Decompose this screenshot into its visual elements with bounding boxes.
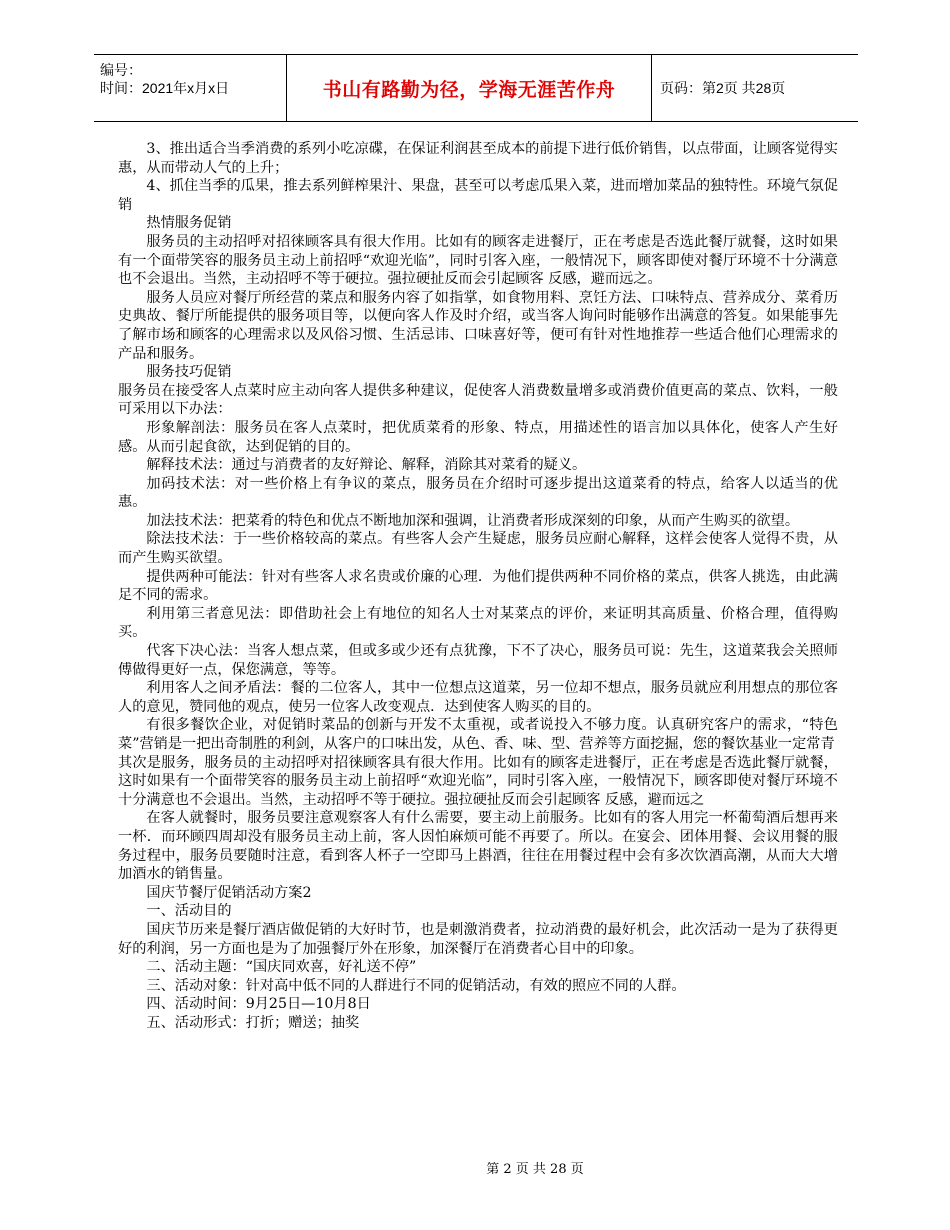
section-heading: 服务技巧促销 [146,364,232,381]
header-page-info-cell [660,55,785,121]
header-motto: 书山有路勤为径，学海无涯苦作舟 [322,78,616,101]
paragraph: 在客人就餐时，服务员要注意观察客人有什么需要，要主动上前服务。比如有的客人用完一杯葡萄酒后想再来一杯．而环顾四周却没有服务员主动上前，客人因怕麻烦可能不再要了。所以。在宴会、团体用餐、会议用餐的服务过程中，服务员要随时注意，看到客人杯子一空即马上斟酒，往往在用餐过程中会有多次饮酒高潮，从而大大增加酒水的销售量。 [118,810,838,883]
paragraph: 有很多餐饮企业，对促销时菜品的创新与开发不太重视，或者说投入不够力度。认真研究客户的需求，“特色菜”营销是一把出奇制胜的利剑，从客户的口味出发，从色、香、味、型、营养等方面挖掘，您的餐饮基业一定常青 [118,717,838,752]
paragraph: 提供两种可能法：针对有些客人求名贵或价廉的心理．为他们提供两种不同价格的菜点，供客人挑选，由此满足不同的需求。 [118,568,838,604]
paragraph: 国庆节历来是餐厅酒店做促销的大好时节，也是刺激消费者，拉动消费的最好机会，此次活动一是为了获得更好的利润，另一方面也是为了加强餐厅外在形象，加深餐厅在消费者心目中的印象。 [118,921,838,957]
document-body [118,140,838,1033]
paragraph: 解释技术法：通过与消费者的友好辩论、解释，消除其对菜肴的疑义。 [146,457,587,474]
header-meta [100,61,229,97]
paragraph: 加法技术法：把菜肴的特色和优点不断地加深和强调，让消费者形成深刻的印象，从而产生购买的欲望。 [146,512,800,529]
page-header [94,54,858,122]
paragraph: 服务员在接受客人点菜时应主动向客人提供多种建议，促使客人消费数量增多或消费价值更高的菜点、饮料，一般可采用以下办法： [118,382,838,418]
document-number-label: 编号： [100,62,142,78]
document-time: 时间：2021年x月x日 [100,80,230,96]
paragraph: 3、推出适合当季消费的系列小吃凉碟，在保证利润甚至成本的前提下进行低价销售，以点带面，让顾客觉得实惠，从而带动人气的上升； [118,141,838,176]
paragraph: 服务员的主动招呼对招徕顾客具有很大作用。比如有的顾客走进餐厅，正在考虑是否选此餐厅就餐，这时如果有一个面带笑容的服务员主动上前招呼“欢迎光临”，同时引客入座，一般情况下，顾客即使对餐厅环境不十分满意也不会退出。当然，主动招呼不等于硬拉。强拉硬扯反而会引起顾客 反感，避而远之。 [118,233,838,288]
page-footer [0,1158,950,1177]
footer-page-number: 第 2 页 共 28 页 [486,1162,584,1177]
paragraph: 三、活动对象：针对高中低不同的人群进行不同的促销活动，有效的照应不同的人群。 [146,977,686,994]
section-heading: 一、活动目的 [146,903,232,920]
header-motto-cell [286,55,652,121]
paragraph: 五、活动形式：打折；赠送；抽奖 [146,1014,360,1031]
paragraph: 二、活动主题：“国庆同欢喜，好礼送不停” [146,959,417,976]
paragraph: 其次是服务，服务员的主动招呼对招徕顾客具有很大作用。比如有的顾客走进餐厅，正在考虑是否选此餐厅就餐，这时如果有一个面带笑容的服务员主动上前招呼“欢迎光临”，同时引客入座，一般情况下，顾客即使对餐厅环境不十分满意也不会退出。当然，主动招呼不等于硬拉。强拉硬扯反而会引起顾客 反感，避而远之 [118,754,838,808]
paragraph: 形象解剖法：服务员在客人点菜时，把优质菜肴的形象、特点，用描述性的语言加以具体化，使客人产生好感。从而引起食欲，达到促销的目的。 [118,419,838,455]
paragraph: 4、抓住当季的瓜果，推去系列鲜榨果汁、果盘，甚至可以考虑瓜果入菜，进而增加菜品的独特性。环境气氛促销 [118,178,838,213]
paragraph: 四、活动时间：9月25日—10月8日 [146,996,371,1013]
paragraph: 服务人员应对餐厅所经营的菜点和服务内容了如指掌，如食物用料、烹饪方法、口味特点、营养成分、菜肴历史典故、餐厅所能提供的服务项目等，以便向客人作及时介绍，或当客人询问时能够作出满意的答复。如果能事先了解市场和顾客的心理需求以及风俗习惯、生活忌讳、口味喜好等，便可有针对性地推荐一些适合他们心理需求的产品和服务。 [118,289,838,362]
paragraph: 除法技术法：于一些价格较高的菜点。有些客人会产生疑虑，服务员应耐心解释，这样会使客人觉得不贵，从而产生购买欲望。 [118,531,838,567]
paragraph: 加码技术法：对一些价格上有争议的菜点，服务员在介绍时可逐步提出这道菜肴的特点，给客人以适当的优惠。 [118,475,838,511]
paragraph: 利用客人之间矛盾法：餐的二位客人，其中一位想点这道菜，另一位却不想点，服务员就应利用想点的那位客人的意见，赞同他的观点，使另一位客人改变观点．达到使客人购买的目的。 [118,680,838,715]
section-heading: 国庆节餐厅促销活动方案2 [146,884,312,901]
paragraph: 利用第三者意见法：即借助社会上有地位的知名人士对某菜点的评价，来证明其高质量、价格合理，值得购买。 [118,605,838,641]
header-page-info: 页码：第2页 共28页 [660,80,786,96]
section-heading: 热情服务促销 [146,215,232,232]
paragraph: 代客下决心法：当客人想点菜，但或多或少还有点犹豫，下不了决心，服务员可说：先生，这道菜我会关照师傅做得更好一点，保您满意，等等。 [118,643,838,678]
